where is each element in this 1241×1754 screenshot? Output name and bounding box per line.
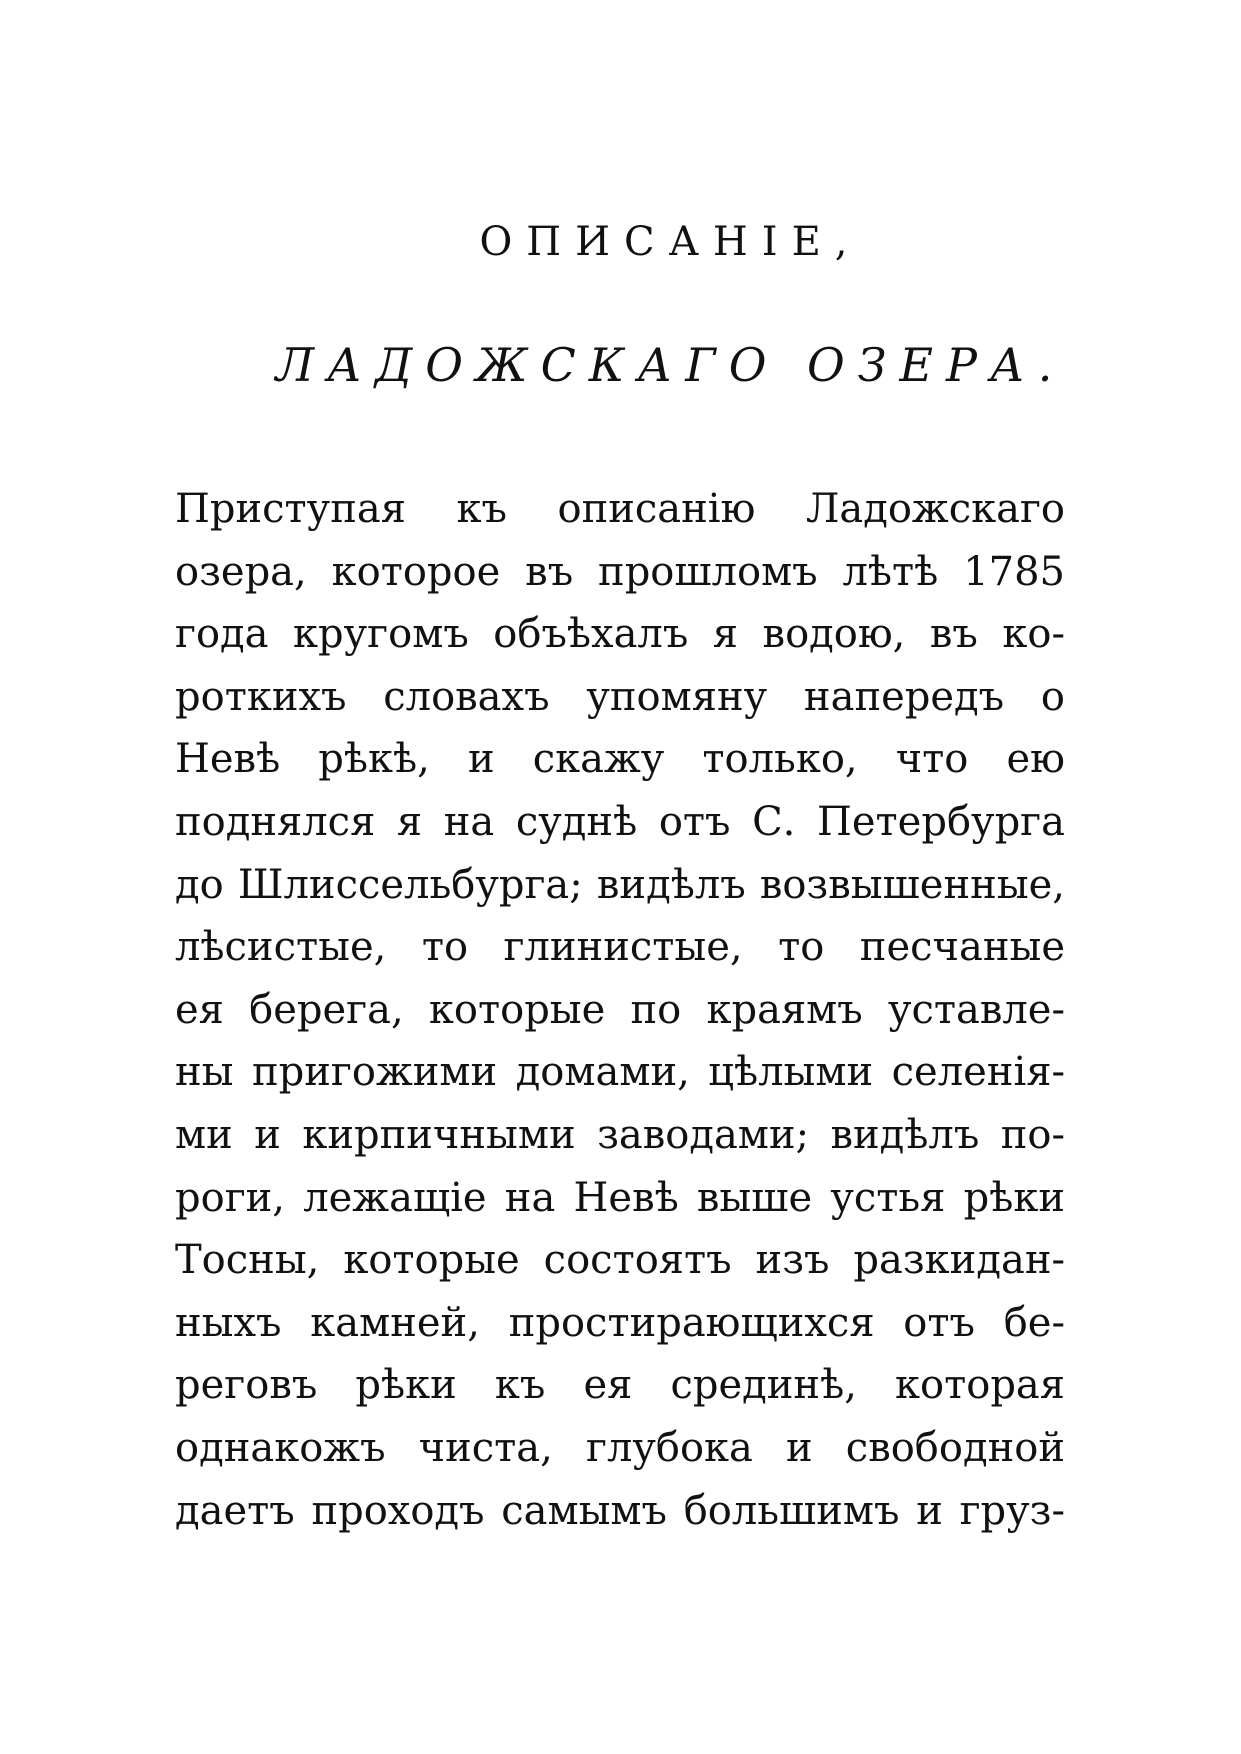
text-line: лѣсистые, то глинистые, то песчаные <box>175 924 1065 971</box>
text-line: Приступая къ описанію Ладожскаго <box>175 486 1065 532</box>
text-line: поднялся я на суднѣ отъ С. Петербурга <box>175 798 1065 845</box>
page-subheading: ЛАДОЖСКАГО ОЗЕРА. <box>275 338 1066 392</box>
body-text <box>175 478 1065 1542</box>
text-line: роткихъ словахъ упомяну напередъ о <box>175 673 1065 720</box>
page-heading: ОПИСАНІЕ, <box>479 219 862 265</box>
text-line: Невѣ рѣкѣ, и скажу только, что ею <box>175 736 1065 783</box>
text-line: ныхъ камней, простирающихся отъ бе- <box>175 1299 1065 1346</box>
text-line: до Шлиссельбурга; видѣлъ возвышенные, <box>175 861 1065 908</box>
text-line: года кругомъ объѣхалъ я водою, въ ко- <box>175 611 1065 658</box>
text-line: Тосны, которые состоятъ изъ разкидан- <box>175 1237 1065 1284</box>
text-line: роги, лежащіе на Невѣ выше устья рѣки <box>175 1174 1065 1221</box>
text-line: однакожъ чиста, глубока и свободной <box>175 1424 1065 1471</box>
text-line: ея берега, которые по краямъ уставле- <box>175 986 1065 1033</box>
text-line: озера, которое въ прошломъ лѣтѣ 1785 <box>175 548 1065 595</box>
text-line: ны пригожими домами, цѣлыми селенія- <box>175 1049 1065 1096</box>
text-line: реговъ рѣки къ ея срединѣ, которая <box>175 1362 1065 1409</box>
text-line: даетъ проходъ самымъ большимъ и груз- <box>175 1487 1065 1534</box>
text-line: ми и кирпичными заводами; видѣлъ по- <box>175 1111 1065 1158</box>
